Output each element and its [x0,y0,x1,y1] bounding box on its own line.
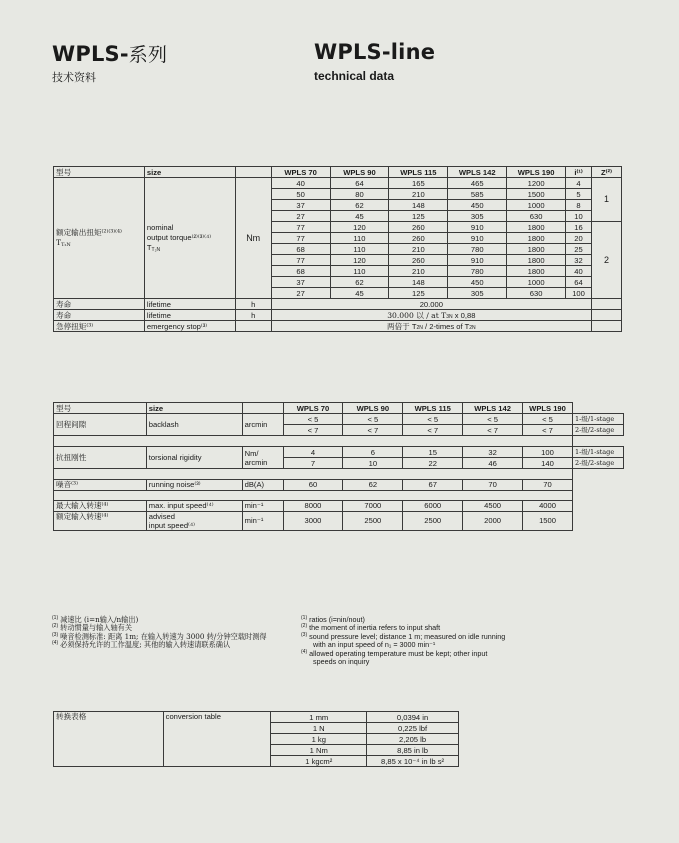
ratio-cell: 32 [566,255,592,266]
header-type: 型号 [54,167,145,178]
footnotes-en [301,616,551,666]
table-cell: 210 [389,266,448,277]
torsional-row-2: 7 10 22 46 140 2-级/2-stage [54,458,624,469]
table-cell: 780 [448,266,507,277]
footnote: $^{(4)}$ allowed operating temperature must be kept; other input [301,648,488,658]
table-cell: 110 [330,244,389,255]
ratio-cell: 10 [566,211,592,222]
table-row [54,178,622,189]
performance-table [53,402,624,531]
ratio-cell: 8 [566,200,592,211]
torque-label-zh: 额定输出扭矩⁽²⁾⁽³⁾⁽⁴⁾ TT₂N [54,178,145,299]
conversion-table [53,711,459,767]
footnote: $^{(2)}$ the moment of inertia refers to input shaft [301,623,441,633]
table-cell: 305 [448,288,507,299]
header-model: WPLS 142 [448,167,507,178]
table-cell: 260 [389,255,448,266]
table-cell: 148 [389,277,448,288]
table-cell: 1000 [507,277,566,288]
conversion-from: 1 Nm [271,745,367,756]
footnote: $^{(2)}$ 转动惯量与输入轴有关 [52,623,133,633]
subtitle-en: technical data [314,69,395,83]
table-cell: 165 [389,178,448,189]
table-cell: 77 [271,222,330,233]
table-cell: 260 [389,233,448,244]
stage-cell: 2 [592,222,622,299]
header-z: Z⁽²⁾ [592,167,622,178]
ratio-cell: 64 [566,277,592,288]
ratio-cell: 4 [566,178,592,189]
subtitle-zh: 技术资料 [52,71,96,84]
footnote: $^{(1)}$ 减速比 (i=n输入/n输出) [52,615,139,624]
table-cell: 120 [330,255,389,266]
table-cell: 210 [389,244,448,255]
table-cell: 110 [330,233,389,244]
table-cell: 1800 [507,244,566,255]
table-cell: 1800 [507,266,566,277]
table-cell: 450 [448,200,507,211]
header-i: i⁽¹⁾ [566,167,592,178]
table-cell: 77 [271,233,330,244]
title-en: WPLS-line [314,40,436,64]
conversion-to: 8,85 x 10⁻⁴ in lb s² [367,756,459,767]
performance-table-header: 型号 size WPLS 70 WPLS 90 WPLS 115 WPLS 142 WPLS 190 [54,403,624,414]
torque-label-en: nominal output torque⁽²⁾⁽³⁾⁽⁴⁾ TT₂N [144,178,235,299]
table-cell: 1500 [507,189,566,200]
backlash-row-2: < 7 < 7 < 7 < 7 < 7 2-级/2-stage [54,425,624,436]
torque-table-header [54,167,622,178]
conversion-from: 1 kg [271,734,367,745]
footnote: $^{(3)}$ sound pressure level; distance 1 m; measured on idle running [301,631,506,641]
table-cell: 27 [271,211,330,222]
table-cell: 1800 [507,222,566,233]
footnotes-zh [52,616,292,650]
table-cell: 1800 [507,255,566,266]
table-cell: 40 [271,178,330,189]
lifetime-row-2: 寿命 lifetime h 30.000 以 / at T3N x 0,88 [54,310,622,321]
footnote: with an input speed of n₁ = 3000 min⁻¹ [313,640,436,650]
header-model: WPLS 115 [389,167,448,178]
table-cell: 630 [507,288,566,299]
table-cell: 780 [448,244,507,255]
ratio-cell: 5 [566,189,592,200]
ratio-cell: 16 [566,222,592,233]
noise-row: 噪音⁽³⁾ running noise⁽³⁾ dB(A) 60 62 67 70 70 [54,479,624,490]
emergency-row: 急停扭矩⁽³⁾ emergency stop⁽³⁾ 两倍于 T2N / 2-times of T2N [54,321,622,332]
conversion-to: 0,0394 in [367,712,459,723]
table-cell: 1800 [507,233,566,244]
table-cell: 450 [448,277,507,288]
conversion-row [54,712,459,723]
header-model: WPLS 70 [271,167,330,178]
table-cell: 125 [389,288,448,299]
conversion-from: 1 mm [271,712,367,723]
table-cell: 305 [448,211,507,222]
torsional-row: 抗扭刚性 torsional rigidity Nm/ arcmin 4 6 15 32 100 1-级/1-stage [54,447,624,458]
conversion-to: 8,85 in lb [367,745,459,756]
table-cell: 80 [330,189,389,200]
table-cell: 110 [330,266,389,277]
ratio-cell: 100 [566,288,592,299]
table-cell: 585 [448,189,507,200]
table-cell: 910 [448,255,507,266]
table-cell: 64 [330,178,389,189]
table-cell: 68 [271,266,330,277]
footnote: $^{(1)}$ ratios (i=nin/nout) [301,615,365,624]
table-cell: 37 [271,200,330,211]
conversion-label-en: conversion table [163,712,271,767]
conversion-label-zh: 转换表格 [54,712,164,767]
conversion-from: 1 kgcm² [271,756,367,767]
table-cell: 630 [507,211,566,222]
conversion-from: 1 N [271,723,367,734]
table-cell: 27 [271,288,330,299]
table-cell: 465 [448,178,507,189]
table-cell: 62 [330,277,389,288]
table-cell: 50 [271,189,330,200]
max-speed-row: 最大输入转速⁽⁴⁾ max. input speed⁽⁴⁾ min⁻¹ 8000 7000 6000 4500 4000 [54,500,624,511]
footnote: $^{(3)}$ 噪音检测标准: 距离 1m; 在输入转速为 3000 转/分钟空载时测得 [52,631,267,641]
ratio-cell: 40 [566,266,592,277]
table-cell: 1000 [507,200,566,211]
table-cell: 77 [271,255,330,266]
ratio-cell: 25 [566,244,592,255]
torque-unit: Nm [235,178,271,299]
stage-cell: 1 [592,178,622,222]
table-cell: 260 [389,222,448,233]
table-cell: 62 [330,200,389,211]
lifetime-row: 寿命 lifetime h 20.000 [54,299,622,310]
table-cell: 1200 [507,178,566,189]
table-cell: 45 [330,288,389,299]
table-cell: 37 [271,277,330,288]
table-cell: 910 [448,233,507,244]
conversion-to: 2,205 lb [367,734,459,745]
rated-speed-row: 额定输入转速⁽⁴⁾ advised input speed⁽⁴⁾ min⁻¹ 3000 2500 2500 2000 1500 [54,511,624,530]
table-cell: 210 [389,189,448,200]
table-cell: 148 [389,200,448,211]
header-model: WPLS 190 [507,167,566,178]
backlash-row: 回程间隙 backlash arcmin < 5 < 5 < 5 < 5 < 5 1-级/1-stage [54,414,624,425]
title-zh: WPLS-系列 [52,42,168,66]
header-size: size [144,167,235,178]
footnote: $^{(4)}$ 必须保持允许的工作温度; 其他的输入转速请联系确认 [52,640,231,650]
table-cell: 910 [448,222,507,233]
table-cell: 45 [330,211,389,222]
table-cell: 68 [271,244,330,255]
table-cell: 125 [389,211,448,222]
table-cell: 120 [330,222,389,233]
conversion-to: 0,225 lbf [367,723,459,734]
header-model: WPLS 90 [330,167,389,178]
footnote: speeds on inquiry [313,657,370,667]
torque-table [53,166,622,332]
ratio-cell: 20 [566,233,592,244]
